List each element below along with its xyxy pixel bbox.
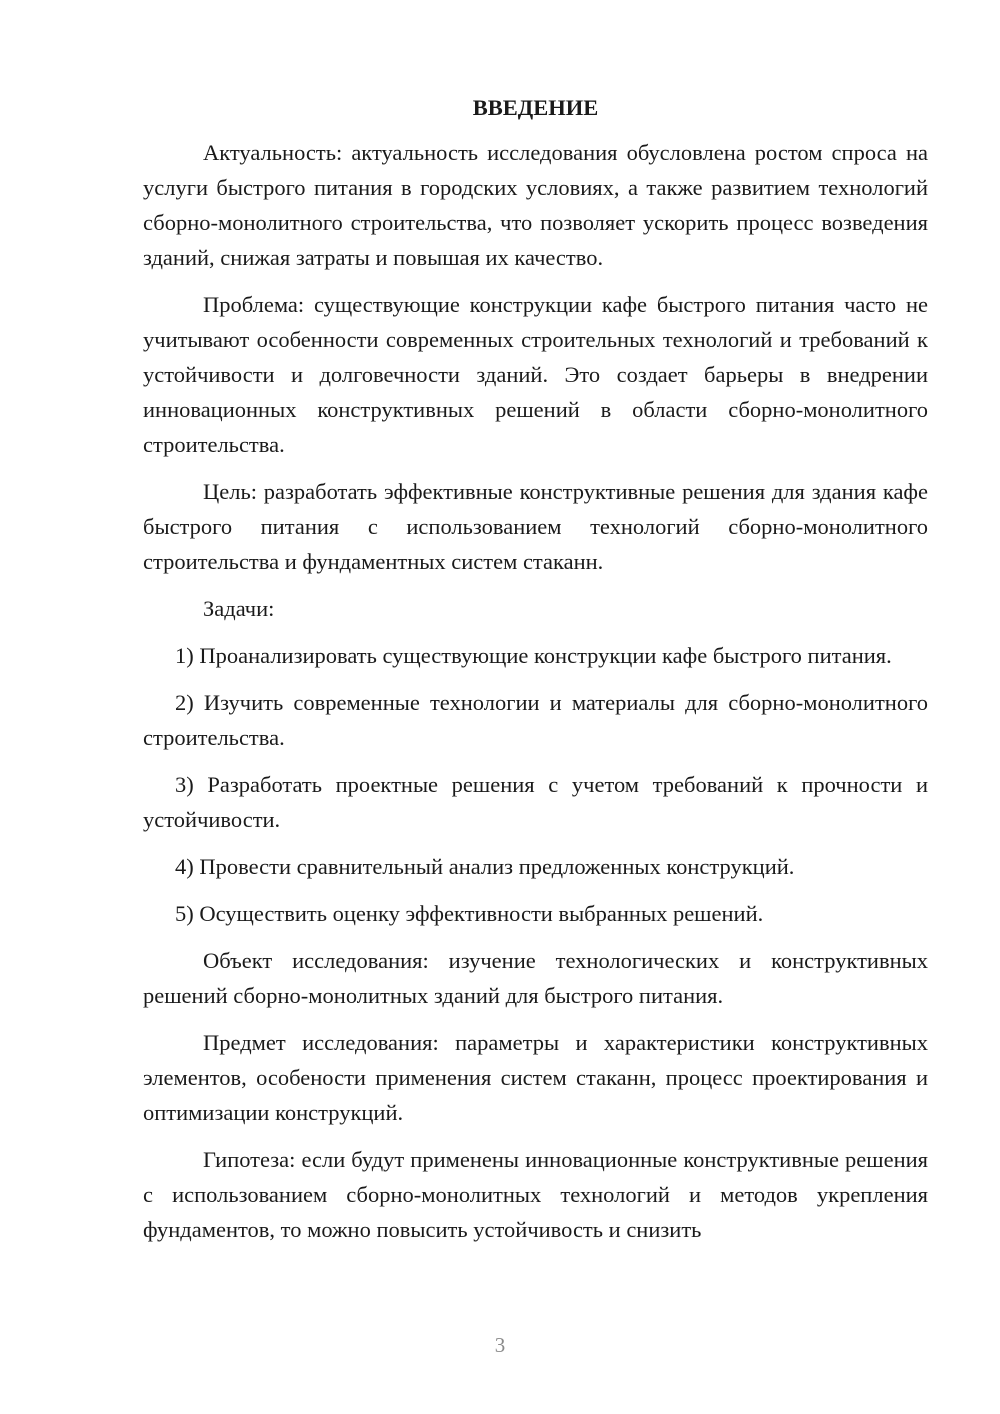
paragraph-hypothesis: Гипотеза: если будут применены инновационные конструктивные решения с использованием сборно-монолитных технологий и методов укрепления фундаментов, то можно повысить устойчивость и снизить	[143, 1147, 928, 1242]
task-item-1: 1) Проанализировать существующие конструкции кафе быстрого питания.	[175, 643, 892, 668]
paragraph-relevance: Актуальность: актуальность исследования обусловлена ростом спроса на услуги быстрого питания в городских условиях, а также развитием технологий сборно-монолитного строительства, что позволяет ускорить процесс возведения зданий, снижая затраты и повышая их качество.	[143, 140, 928, 270]
paragraph-object: Объект исследования: изучение технологических и конструктивных решений сборно-монолитных зданий для быстрого питания.	[143, 948, 928, 1008]
page-number: 3	[494, 1333, 506, 1357]
task-item-4: 4) Провести сравнительный анализ предложенных конструкций.	[175, 854, 795, 879]
task-item-5: 5) Осуществить оценку эффективности выбранных решений.	[175, 901, 764, 926]
task-item-2: 2) Изучить современные технологии и материалы для сборно-монолитного строительства.	[143, 690, 928, 750]
paragraph-goal: Цель: разработать эффективные конструктивные решения для здания кафе быстрого питания с использованием технологий сборно-монолитного строительства и фундаментных систем стаканн.	[143, 479, 928, 574]
page-title: ВВЕДЕНИЕ	[472, 95, 599, 120]
paragraph-problem: Проблема: существующие конструкции кафе быстрого питания часто не учитывают особенности современных строительных технологий и требований к устойчивости и долговечности зданий. Это создает барьеры в внедрении инновационных конструктивных решений в области сборно-монолитного строительства.	[143, 292, 928, 457]
document-page	[143, 90, 928, 1259]
paragraph-subject: Предмет исследования: параметры и характеристики конструктивных элементов, особености применения систем стаканн, процесс проектирования и оптимизации конструкций.	[143, 1030, 928, 1125]
task-item-3: 3) Разработать проектные решения с учетом требований к прочности и устойчивости.	[143, 772, 928, 832]
tasks-label: Задачи:	[203, 596, 275, 621]
